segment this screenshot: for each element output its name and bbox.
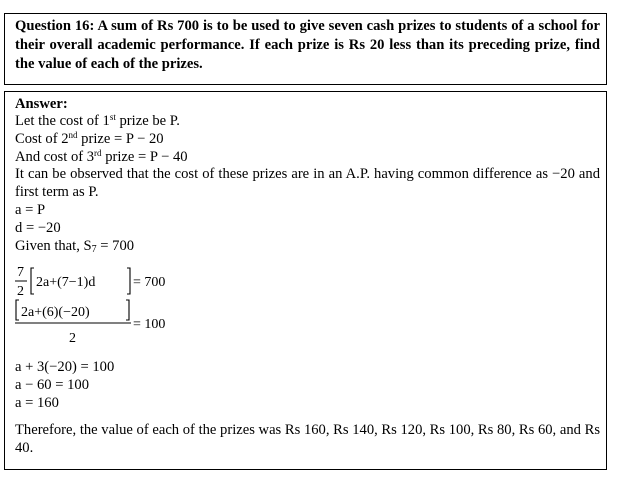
answer-heading: Answer: [15,96,68,112]
first-prize-text: Let the cost of 1 [15,113,110,129]
third-prize-text: And cost of 3 [15,149,95,165]
sum-equation-rhs: = 700 [133,275,166,290]
second-prize-text-end: prize = P − 20 [77,131,164,147]
first-prize-ordinal: st [109,112,116,122]
first-term-definition: a = P [15,202,46,218]
third-prize-ordinal: rd [94,148,102,158]
second-prize-ordinal: nd [68,130,78,140]
second-prize-line [15,130,164,148]
answer-box [4,91,607,470]
given-sum-text: Given that, S [15,238,92,254]
left-bracket [31,268,34,294]
coefficient-denominator: 2 [17,284,24,299]
third-prize-line [15,148,188,166]
question-text: Question 16: A sum of Rs 700 is to be used to give seven cash prizes to students of a school for their overall academic performance. If each prize is Rs 20 less than its preceding prize, find the value of each of the prizes. [15,18,600,72]
simplified-numerator: 2a+(6)(−20) [21,305,90,320]
step-two: a − 60 = 100 [15,377,90,393]
right-bracket [127,268,130,294]
common-difference-definition: d = −20 [15,220,61,236]
given-sum-line [15,237,134,255]
coefficient-numerator: 7 [17,265,24,280]
numerator-right-bracket [126,300,129,320]
given-sum-value: = 700 [96,238,135,254]
observation-text: It can be observed that the cost of these prizes are in an A.P. having common difference as −20 and first term as P. [15,166,600,200]
simplified-equation [13,298,233,346]
conclusion-text: Therefore, the value of each of the prizes was Rs 160, Rs 140, Rs 120, Rs 100, Rs 80, Rs 60, and Rs 40. [15,422,600,456]
first-prize-text-end: prize be P. [115,113,180,129]
step-three: a = 160 [15,395,59,411]
simplified-equation-rhs: = 100 [133,317,166,332]
sum-formula-equation [15,262,235,300]
numerator-left-bracket [16,300,19,320]
first-prize-line [15,112,180,130]
step-one: a + 3(−20) = 100 [15,359,115,375]
second-prize-text: Cost of 2 [15,131,69,147]
bracket-expression: 2a+(7−1)d [36,275,96,290]
question-box [4,13,607,85]
third-prize-text-end: prize = P − 40 [101,149,188,165]
given-sum-subscript: 7 [91,244,97,255]
simplified-denominator: 2 [69,331,76,346]
